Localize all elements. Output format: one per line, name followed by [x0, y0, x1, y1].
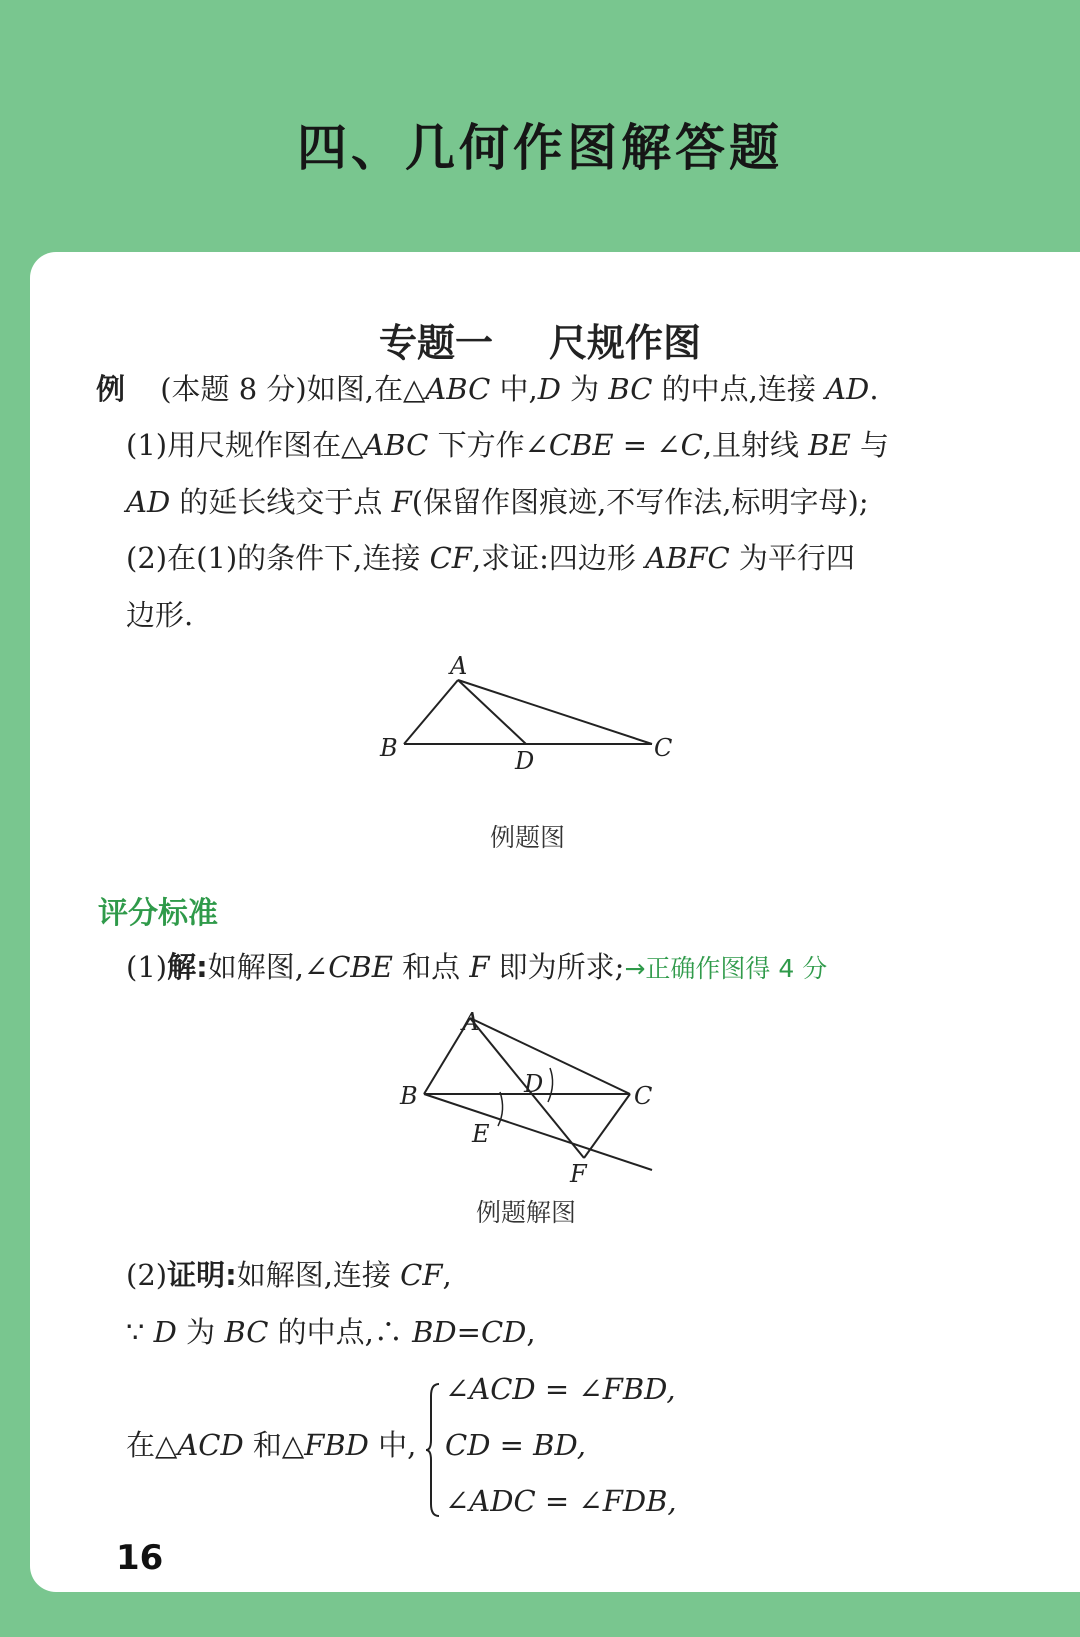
solution-figure-caption: 例题解图: [476, 1198, 577, 1227]
math: D: [153, 1315, 177, 1349]
math: ABC: [425, 372, 491, 406]
text: 如图,在△: [306, 372, 426, 406]
topic-title: [0, 312, 1080, 367]
math: CF: [400, 1258, 443, 1292]
text: 如解图,∠: [207, 950, 329, 984]
math: BC: [608, 372, 653, 406]
segment-cf: [584, 1094, 630, 1158]
text: (1): [126, 950, 168, 984]
text: ∵: [126, 1315, 154, 1349]
text: =: [456, 1315, 481, 1349]
solution-step-2: [126, 1258, 452, 1293]
equation-1: ∠ACD = ∠FBD,: [445, 1372, 676, 1406]
score-note: →正确作图得 4 分: [624, 954, 828, 983]
math: CBE: [328, 950, 393, 984]
math: ABC: [363, 428, 429, 462]
arc-mark-d: [548, 1068, 553, 1102]
math: D: [537, 372, 561, 406]
topic-number: 专题一: [378, 321, 493, 365]
chapter-title: 四、几何作图解答题: [297, 119, 783, 177]
text: 和△: [243, 1428, 305, 1462]
text: (1)用尺规作图在△: [126, 428, 364, 462]
math: BC: [224, 1315, 269, 1349]
math: FBD: [304, 1428, 369, 1462]
text: ,求证:四边形: [471, 541, 646, 575]
math: C: [680, 428, 703, 462]
label-b: B: [400, 1082, 418, 1110]
solution-label: 解:: [167, 950, 208, 984]
label-b: B: [380, 734, 398, 762]
text: 在△: [126, 1428, 178, 1462]
label-f: F: [570, 1160, 587, 1188]
grading-heading: 评分标准: [98, 896, 218, 931]
example-figure: [380, 652, 700, 802]
math: CBE: [548, 428, 614, 462]
text: (2)在(1)的条件下,连接: [126, 541, 430, 575]
text: 为平行四: [729, 541, 855, 575]
text: 中,: [490, 372, 538, 406]
proof-label: 证明:: [167, 1258, 237, 1292]
math: CD: [480, 1315, 527, 1349]
example-tag: 例: [96, 372, 126, 406]
text: ,: [526, 1315, 536, 1349]
math: AD: [126, 485, 171, 519]
text: 即为所求;: [489, 950, 625, 984]
triangle-intro: [126, 1428, 416, 1463]
label-d: D: [524, 1070, 544, 1098]
math: ABFC: [645, 541, 730, 575]
text: ,且射线: [702, 428, 809, 462]
question-1-line-2: [126, 485, 869, 520]
solution-figure: [400, 1008, 690, 1188]
segment-ac: [470, 1018, 630, 1094]
text: 为: [560, 372, 609, 406]
text: (2): [126, 1258, 168, 1292]
solution-step-1: [126, 950, 827, 985]
math: BD: [412, 1315, 457, 1349]
text: 的延长线交于点: [170, 485, 392, 519]
segment-ad: [458, 680, 526, 744]
math: AD: [825, 372, 870, 406]
math: F: [469, 950, 490, 984]
text: .: [869, 372, 879, 406]
example-score: (本题 8 分): [160, 372, 307, 406]
text: 与: [850, 428, 889, 462]
text: 如解图,连接: [236, 1258, 401, 1292]
math: ACD: [177, 1428, 244, 1462]
math: BE: [808, 428, 851, 462]
label-e: E: [472, 1120, 490, 1148]
label-a: A: [462, 1008, 480, 1036]
segment-ab: [404, 680, 458, 744]
equation-3: ∠ADC = ∠FDB,: [445, 1484, 677, 1518]
question-1-line-1: [126, 428, 889, 463]
segment-ac: [458, 680, 652, 744]
text: (保留作图痕迹,不写作法,标明字母);: [411, 485, 869, 519]
math: CF: [429, 541, 472, 575]
example-figure-caption: 例题图: [490, 823, 566, 852]
because-line: [126, 1315, 536, 1350]
equation-2: CD = BD,: [445, 1428, 586, 1462]
label-c: C: [654, 734, 673, 762]
label-a: A: [450, 652, 468, 680]
text: 和点: [392, 950, 470, 984]
label-c: C: [634, 1082, 653, 1110]
text: 的中点,连接: [652, 372, 826, 406]
text: 中,: [368, 1428, 417, 1462]
label-d: D: [515, 747, 535, 775]
page-number: 16: [116, 1538, 164, 1578]
question-2-line-2: 边形.: [126, 598, 194, 632]
text: 的中点,∴: [268, 1315, 413, 1349]
system-brace: [425, 1382, 441, 1518]
ray-be: [424, 1094, 652, 1170]
text: ,: [442, 1258, 452, 1292]
text: 下方作∠: [428, 428, 549, 462]
question-2-line-1: [126, 541, 855, 576]
math: F: [391, 485, 412, 519]
text: = ∠: [613, 428, 681, 462]
text: 为: [176, 1315, 225, 1349]
example-stem: [96, 372, 879, 407]
topic-name: 尺规作图: [549, 321, 702, 365]
